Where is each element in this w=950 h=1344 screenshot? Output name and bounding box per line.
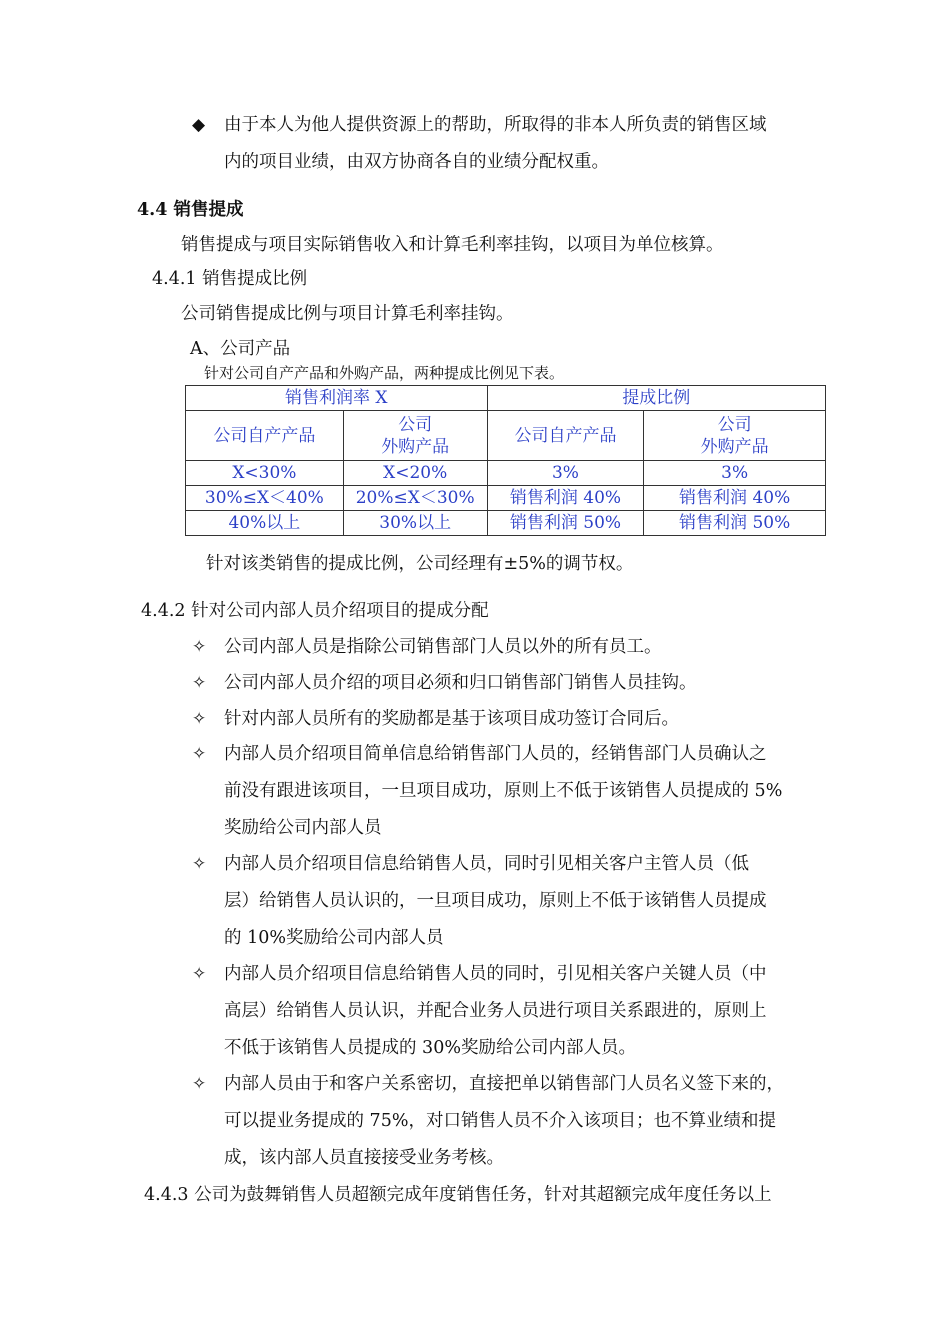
header-line: 外购产品 [700,436,769,457]
table-header-row [186,386,826,411]
table-cell: 销售利润 50% [487,511,644,536]
table-row [186,461,826,486]
bullet-text-line: 由于本人为他人提供资源上的帮助，所取得的非本人所负责的销售区域 [224,115,767,135]
star-bullet-icon: ✧ [192,673,207,693]
table-cell: X<20% [343,461,487,486]
star-bullet-icon: ✧ [192,637,207,657]
table-header-cell: 公司自产产品 [186,411,344,461]
table-header-cell: 销售利润率 X [186,386,488,411]
list-item-line: 内部人员介绍项目简单信息给销售部门人员的，经销售部门人员确认之 [224,744,767,764]
subsection-heading: 4.4.3 公司为鼓舞销售人员超额完成年度销售任务，针对其超额完成年度任务以上 [144,1185,772,1205]
list-item-line: 成，该内部人员直接接受业务考核。 [224,1148,504,1168]
table-header-cell: 提成比例 [487,386,825,411]
star-bullet-icon: ✧ [192,964,207,984]
list-item-line: 可以提业务提成的 75%，对口销售人员不介入该项目；也不算业绩和提 [224,1111,776,1131]
table-cell: 销售利润 40% [644,486,826,511]
table-cell: 30%≤X＜40% [186,486,344,511]
list-item-line: 的 10%奖励给公司内部人员 [224,928,444,948]
list-item-line: 针对内部人员所有的奖励都是基于该项目成功签订合同后。 [224,709,679,729]
table-cell: 30%以上 [343,511,487,536]
table-note: 针对该类销售的提成比例，公司经理有±5%的调节权。 [206,554,634,574]
table-header-cell [644,411,826,461]
section-intro: 销售提成与项目实际销售收入和计算毛利率挂钩，以项目为单位核算。 [181,235,724,255]
sub-item-label: A、公司产品 [190,339,291,359]
table-row [186,486,826,511]
list-item-line: 公司内部人员介绍的项目必须和归口销售部门销售人员挂钩。 [224,673,697,693]
header-line: 公司 [398,414,433,435]
list-item-line: 内部人员介绍项目信息给销售人员的同时，引见相关客户关键人员（中 [224,964,767,984]
table-cell: 销售利润 50% [644,511,826,536]
subsection-intro: 公司销售提成比例与项目计算毛利率挂钩。 [181,304,514,324]
table-cell: X<30% [186,461,344,486]
section-heading: 4.4 销售提成 [137,200,244,220]
list-item-line: 高层）给销售人员认识，并配合业务人员进行项目关系跟进的，原则上 [224,1001,767,1021]
table-cell: 40%以上 [186,511,344,536]
star-bullet-icon: ✧ [192,744,207,764]
list-item-line: 公司内部人员是指除公司销售部门人员以外的所有员工。 [224,637,662,657]
subsection-heading: 4.4.2 针对公司内部人员介绍项目的提成分配 [141,601,489,621]
diamond-bullet-icon: ◆ [192,115,206,135]
header-line: 外购产品 [381,436,450,457]
table-row [186,511,826,536]
commission-rate-table [185,385,826,536]
star-bullet-icon: ✧ [192,1074,207,1094]
list-item-line: 层）给销售人员认识的，一旦项目成功，原则上不低于该销售人员提成 [224,891,767,911]
subsection-heading: 4.4.1 销售提成比例 [152,269,308,289]
list-item-line: 前没有跟进该项目，一旦项目成功，原则上不低于该销售人员提成的 5% [224,781,783,801]
table-cell: 20%≤X＜30% [343,486,487,511]
header-line: 公司 [717,414,752,435]
table-cell: 3% [644,461,826,486]
star-bullet-icon: ✧ [192,854,207,874]
star-bullet-icon: ✧ [192,709,207,729]
table-cell: 销售利润 40% [487,486,644,511]
list-item-line: 内部人员由于和客户关系密切，直接把单以销售部门人员名义签下来的， [224,1074,784,1094]
list-item-line: 奖励给公司内部人员 [224,818,382,838]
list-item-line: 内部人员介绍项目信息给销售人员，同时引见相关客户主管人员（低 [224,854,749,874]
table-subheader-row [186,411,826,461]
table-cell: 3% [487,461,644,486]
table-header-cell [343,411,487,461]
table-header-cell: 公司自产产品 [487,411,644,461]
table-caption: 针对公司自产产品和外购产品，两种提成比例见下表。 [204,364,565,382]
bullet-text-line: 内的项目业绩，由双方协商各自的业绩分配权重。 [224,152,609,172]
list-item-line: 不低于该销售人员提成的 30%奖励给公司内部人员。 [224,1038,636,1058]
